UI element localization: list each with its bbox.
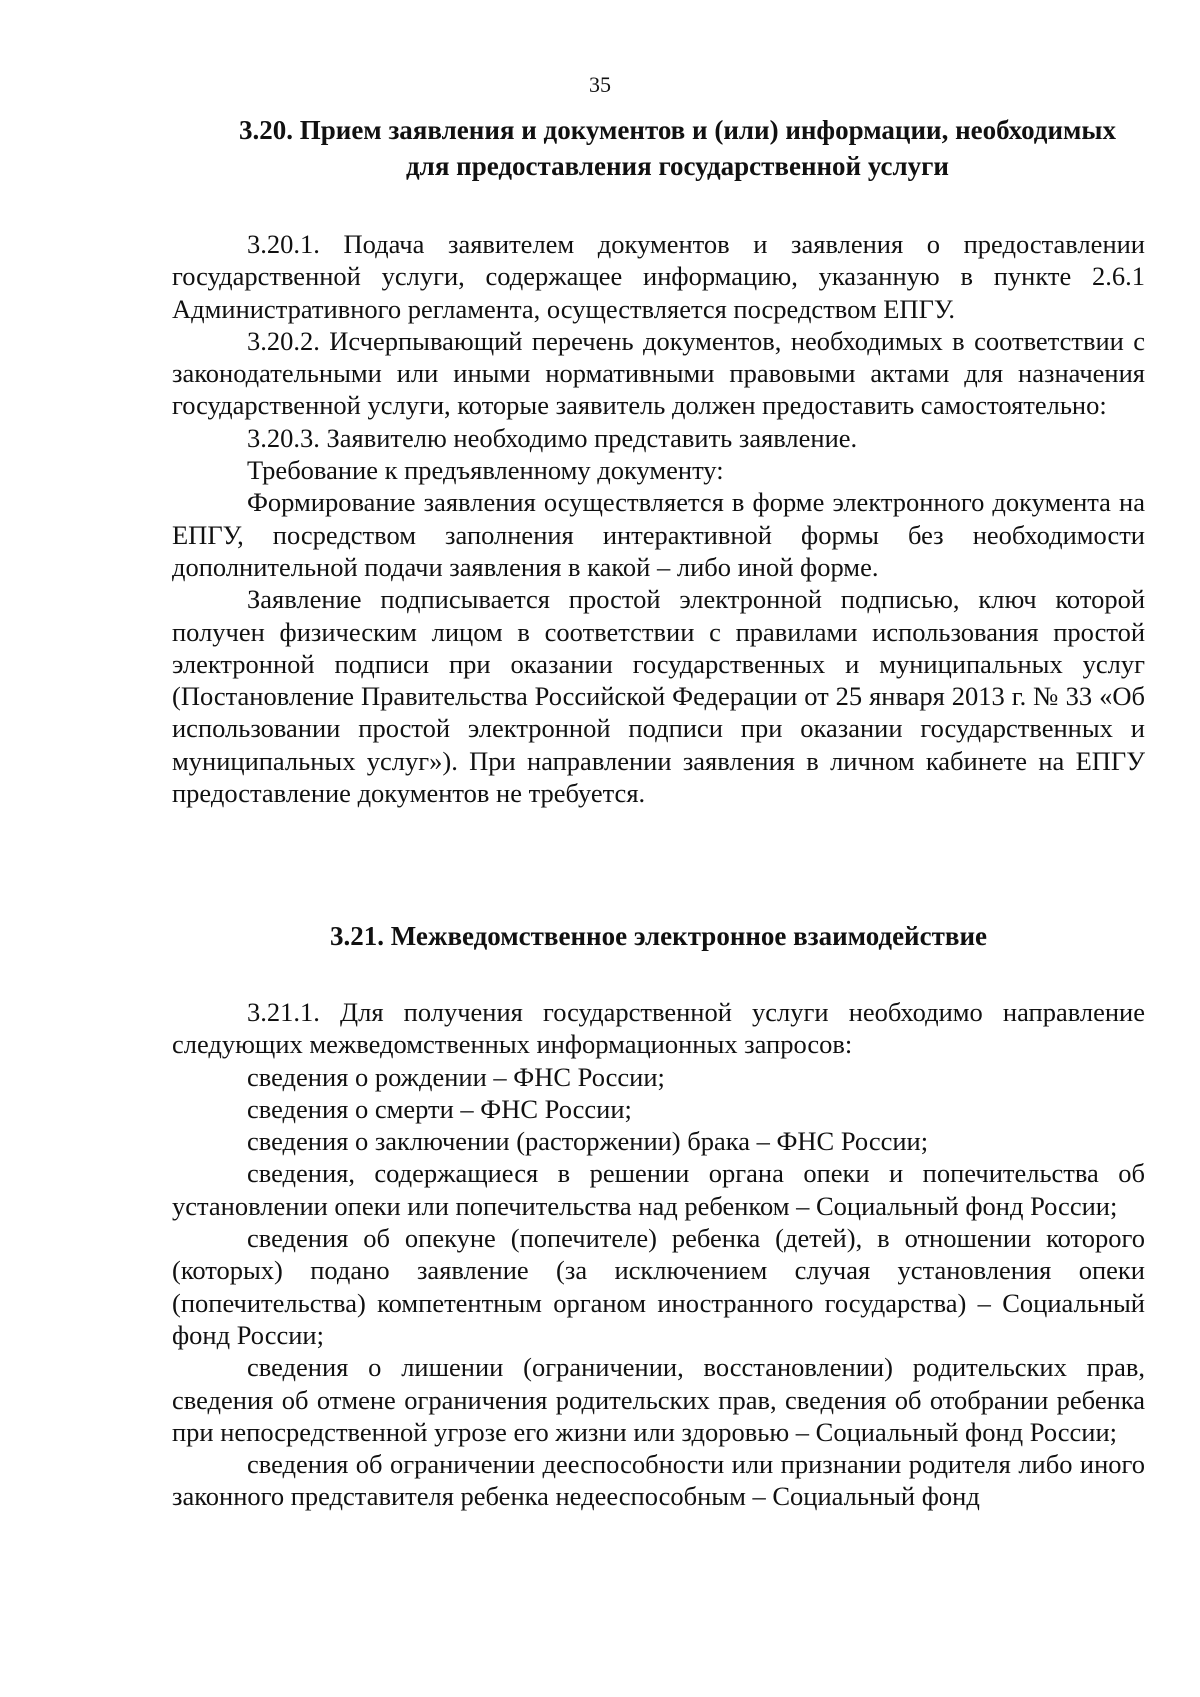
paragraph: Формирование заявления осуществляется в форме электронного документа на ЕПГУ, посредством заполнения интерактивной формы без необходимости дополнительной подачи заявления в какой – либо иной форме. xyxy=(172,487,1145,582)
paragraph: Заявление подписывается простой электронной подписью, ключ которой получен физическим лицом в соответствии с правилами использования простой электронной подписи при оказании государственных и муниципальных услуг (Постановление Правительства Российской Федерации от 25 января 2013 г. № 33 «Об использовании простой электронной подписи при оказании государственных и муниципальных услуг»). При направлении заявления в личном кабинете на ЕПГУ предоставление документов не требуется. xyxy=(172,584,1145,809)
paragraph: 3.20.2. Исчерпывающий перечень документов, необходимых в соответствии с законодательными или иными нормативными правовыми актами для назначения государственной услуги, которые заявитель должен предоставить самостоятельно: xyxy=(172,325,1145,421)
paragraph: Требование к предъявленному документу: xyxy=(247,455,724,486)
paragraph: 3.20.3. Заявителю необходимо представить заявление. xyxy=(247,422,858,453)
section-title-3-21 xyxy=(172,918,1145,954)
list-item: сведения о рождении – ФНС России; xyxy=(247,1061,665,1092)
section-body-3-20 xyxy=(172,228,1145,809)
paragraph: 3.20.1. Подача заявителем документов и заявления о предоставлении государственной услуги, содержащее информацию, указанную в пункте 2.6.1 Административного регламента, осуществляется посредством ЕПГУ. xyxy=(172,229,1145,324)
list-item: сведения, содержащиеся в решении органа опеки и попечительства об установлении опеки или попечительства над ребенком – Социальный фонд России; xyxy=(172,1158,1145,1221)
list-item: сведения о смерти – ФНС России; xyxy=(247,1093,632,1124)
section-body-3-21 xyxy=(172,996,1145,1513)
section-title-3-20 xyxy=(175,112,1180,184)
list-item: сведения об ограничении дееспособности или признании родителя либо иного законного представителя ребенка недееспособным – Социальный фонд xyxy=(172,1449,1145,1512)
list-item: сведения о заключении (расторжении) брака – ФНС России; xyxy=(247,1126,929,1157)
page-number: 35 xyxy=(589,72,611,97)
section-title-line: 3.20. Прием заявления и документов и (или) информации, необходимых xyxy=(239,115,1116,145)
list-item: сведения о лишении (ограничении, восстановлении) родительских прав, сведения об отмене ограничения родительских прав, сведения об отобрании ребенка при непосредственной угрозе его жизни или здоровью – Социальный фонд России; xyxy=(172,1352,1145,1447)
paragraph: 3.21.1. Для получения государственной услуги необходимо направление следующих межведомственных информационных запросов: xyxy=(172,997,1145,1060)
section-title-line: для предоставления государственной услуги xyxy=(406,151,949,181)
list-item: сведения об опекуне (попечителе) ребенка (детей), в отношении которого (которых) подано заявление (за исключением случая установления опеки (попечительства) компетентным органом иностранного государства) – Социальный фонд России; xyxy=(172,1223,1145,1350)
section-title-line: 3.21. Межведомственное электронное взаимодействие xyxy=(330,921,987,951)
